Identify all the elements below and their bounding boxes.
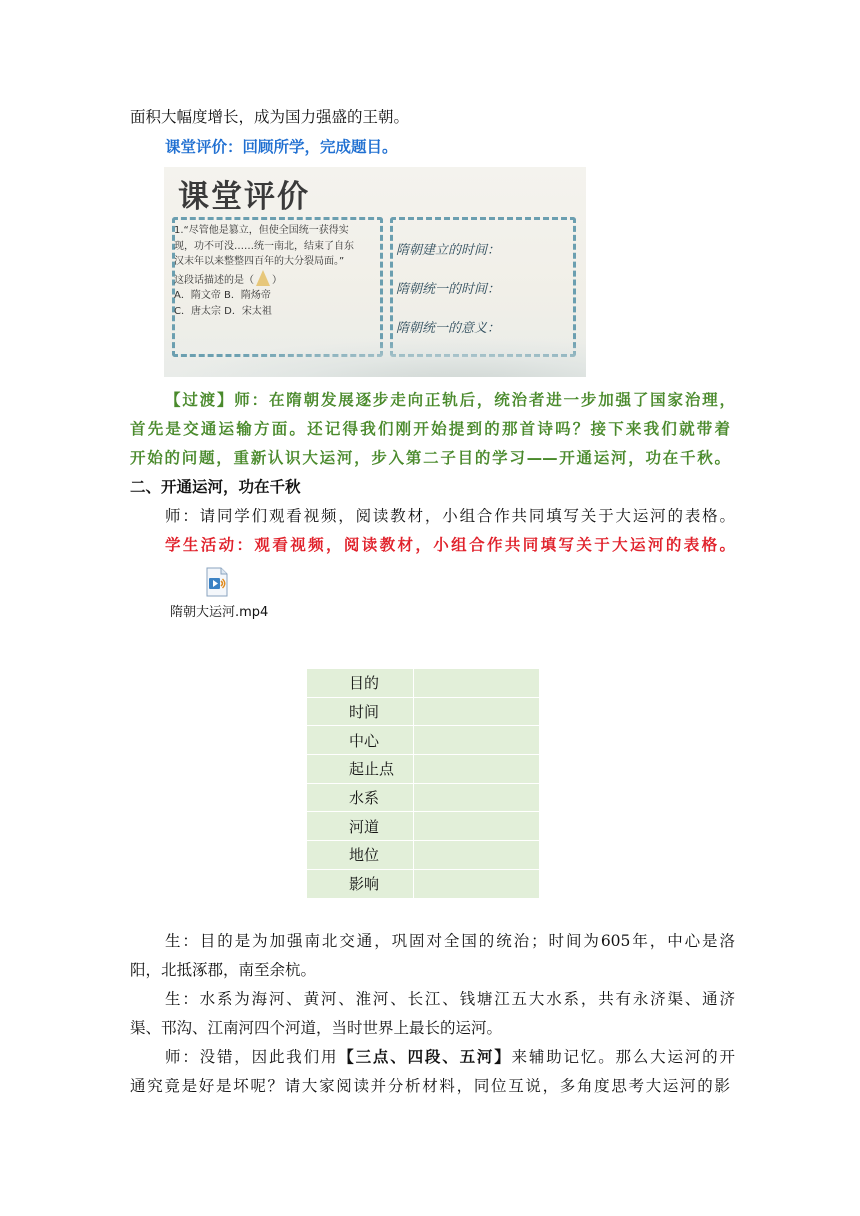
student-activity: 学生活动：观看视频，阅读教材，小组合作共同填写关于大运河的表格。 xyxy=(165,536,735,554)
table-row xyxy=(307,812,540,841)
table-row xyxy=(307,726,540,755)
quiz-question-text xyxy=(174,223,354,319)
student-line: 生：水系为海河、黄河、淮河、长江、钱塘江五大水系，共有永济渠、通济 xyxy=(165,990,735,1008)
table-key: 水系 xyxy=(307,783,414,812)
quiz-prompt: 隋朝建立的时间： xyxy=(396,243,501,258)
student-line: 生：目的是为加强南北交通，巩固对全国的统治；时间为605年，中心是洛 xyxy=(165,932,735,950)
table-key: 河道 xyxy=(307,812,414,841)
table-key: 地位 xyxy=(307,841,414,870)
table-row xyxy=(307,697,540,726)
table-row xyxy=(307,669,540,698)
table-value[interactable] xyxy=(414,697,540,726)
table-row xyxy=(307,841,540,870)
student-line: 渠、邗沟、江南河四个河道，当时世界上最长的运河。 xyxy=(130,1019,503,1037)
teacher-line xyxy=(165,1046,735,1068)
table-key: 影响 xyxy=(307,869,414,898)
quiz-options: A．隋文帝 B．隋炀帝 xyxy=(174,290,271,301)
mnemonic-text: 【三点、四段、五河】 xyxy=(338,1048,512,1066)
teacher-text: 师：没错，因此我们用 xyxy=(165,1048,339,1066)
table-value[interactable] xyxy=(414,812,540,841)
quiz-title: 课堂评价 xyxy=(178,179,310,215)
table-row xyxy=(307,755,540,784)
quiz-prompt: 隋朝统一的时间： xyxy=(396,282,501,297)
table-row xyxy=(307,869,540,898)
teacher-text: 来辅助记忆。那么大运河的开 xyxy=(511,1048,735,1066)
transition-line: 开始的问题，重新认识大运河，步入第二子目的学习——开通运河，功在千秋。 xyxy=(130,449,730,467)
quiz-image xyxy=(164,167,586,377)
quiz-line xyxy=(174,270,354,289)
table-key: 时间 xyxy=(307,697,414,726)
table-value[interactable] xyxy=(414,726,540,755)
quiz-line: 1.“尽管他是篡立，但使全国统一获得实 xyxy=(174,225,349,236)
student-line: 阳，北抵涿郡，南至余杭。 xyxy=(130,961,317,979)
quiz-options: C．唐太宗 D．宋太祖 xyxy=(174,305,272,317)
teacher-line: 通究竟是好是坏呢？请大家阅读并分析材料，同位互说，多角度思考大运河的影 xyxy=(130,1077,730,1095)
quiz-line: 汉末年以来整整四百年的大分裂局面。” xyxy=(174,256,345,267)
table-value[interactable] xyxy=(414,755,540,784)
pencil-cone-icon xyxy=(256,270,270,286)
video-file-icon[interactable] xyxy=(205,567,229,597)
table-key: 目的 xyxy=(307,669,414,698)
transition-line: 【过渡】师：在隋朝发展逐步走向正轨后，统治者进一步加强了国家治理， xyxy=(165,391,735,409)
table-key: 起止点 xyxy=(307,755,414,784)
quiz-prompt: 隋朝统一的意义： xyxy=(396,321,501,336)
transition-line: 首先是交通运输方面。还记得我们刚开始提到的那首诗吗？接下来我们就带着 xyxy=(130,420,730,438)
quiz-stem: 这段话描述的是（ xyxy=(174,274,254,286)
table-row xyxy=(307,783,540,812)
canal-table xyxy=(306,668,540,899)
eval-heading: 课堂评价：回顾所学，完成题目。 xyxy=(165,138,398,156)
table-value[interactable] xyxy=(414,783,540,812)
teacher-line: 师：请同学们观看视频，阅读教材，小组合作共同填写关于大运河的表格。 xyxy=(165,507,735,525)
table-value[interactable] xyxy=(414,669,540,698)
table-key: 中心 xyxy=(307,726,414,755)
mountain-decoration xyxy=(164,337,586,377)
quiz-stem-close: ） xyxy=(272,274,282,286)
file-name[interactable]: 隋朝大运河.mp4 xyxy=(170,605,269,620)
quiz-line: 现，功不可没……统一南北，结束了自东 xyxy=(174,240,354,252)
paragraph-line: 面积大幅度增长，成为国力强盛的王朝。 xyxy=(130,108,410,126)
section-title: 二、开通运河，功在千秋 xyxy=(130,478,301,496)
table-value[interactable] xyxy=(414,869,540,898)
table-value[interactable] xyxy=(414,841,540,870)
